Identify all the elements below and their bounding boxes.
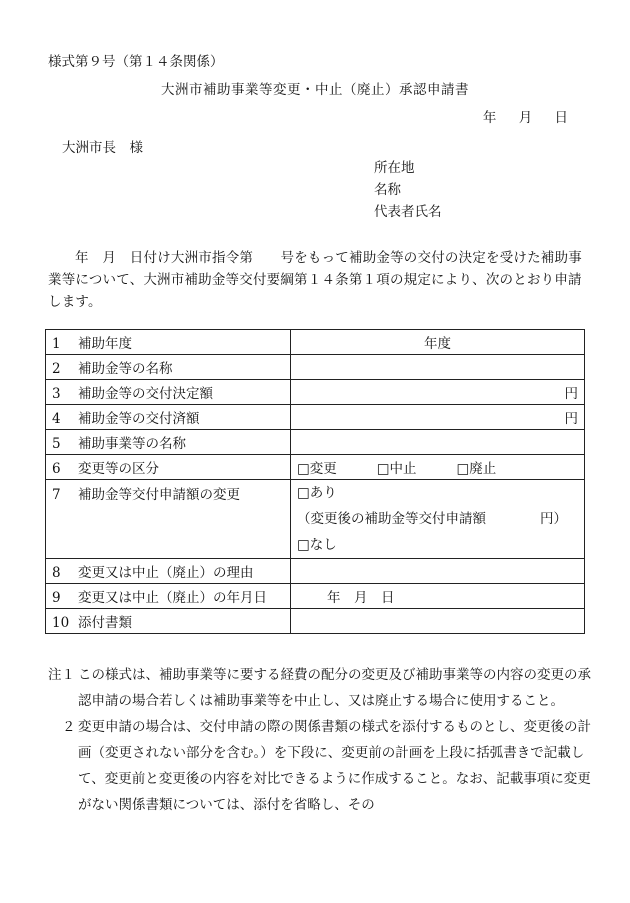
notes-section: [48, 662, 593, 818]
row-label: 10 添付書類: [46, 609, 291, 634]
fiscal-year-field[interactable]: 年度: [291, 330, 585, 355]
reason-field[interactable]: [291, 559, 585, 584]
note-1-mark: 注１: [48, 667, 75, 683]
date-day-label: 日: [554, 110, 568, 126]
abolish-checkbox[interactable]: □廃止: [456, 461, 497, 477]
amount-change-field: [291, 480, 585, 559]
document-title: 大洲市補助事業等変更・中止（廃止）承認申請書: [161, 82, 469, 98]
application-date: [469, 106, 568, 126]
amount-change-no-checkbox[interactable]: □なし: [297, 537, 337, 553]
table-row: [46, 559, 585, 584]
row-label: 7 補助金等交付申請額の変更: [46, 480, 291, 559]
suspend-checkbox[interactable]: □中止: [376, 461, 417, 477]
attachments-field[interactable]: [291, 609, 585, 634]
applicant-block: [374, 157, 442, 223]
application-table: [45, 329, 585, 634]
note-1-text: この様式は、補助事業等に要する経費の配分の変更及び補助事業等の内容の変更の承認申請の場合若しくは補助事業等を中止し、又は廃止する場合に使用すること。: [78, 667, 591, 709]
row-label: 1 補助年度: [46, 330, 291, 355]
table-row: [46, 609, 585, 634]
amount-change-yes-checkbox[interactable]: □あり: [297, 485, 337, 501]
change-type-options: [291, 455, 585, 480]
subsidy-name-field[interactable]: [291, 355, 585, 380]
change-checkbox[interactable]: □変更: [297, 461, 337, 477]
name-label: 名称: [374, 182, 401, 198]
table-row: [46, 480, 585, 559]
table-row: [46, 355, 585, 380]
table-row: [46, 584, 585, 609]
table-row: [46, 405, 585, 430]
addressee: 大洲市長 様: [62, 140, 143, 156]
project-name-field[interactable]: [291, 430, 585, 455]
row-label: 2 補助金等の名称: [46, 355, 291, 380]
table-row: [46, 330, 585, 355]
table-row: [46, 455, 585, 480]
application-statement: 年 月 日付け大洲市指令第 号をもって補助金等の交付の決定を受けた補助事業等について、大洲市補助金等交付要綱第１４条第１項の規定により、次のとおり申請します。: [48, 250, 582, 310]
date-year-label: 年: [482, 110, 497, 126]
change-date-field[interactable]: 年 月 日: [291, 584, 585, 609]
representative-label: 代表者氏名: [374, 204, 442, 220]
paid-amount-field[interactable]: 円: [291, 405, 585, 430]
changed-amount-note[interactable]: （変更後の補助金等交付申請額 円）: [297, 511, 567, 527]
note-2-mark: ２: [62, 719, 76, 735]
row-label: 9 変更又は中止（廃止）の年月日: [46, 584, 291, 609]
row-label: 3 補助金等の交付決定額: [46, 380, 291, 405]
note-1: [48, 662, 593, 714]
address-label: 所在地: [374, 160, 415, 176]
date-month-label: 月: [518, 110, 533, 126]
row-label: 8 変更又は中止（廃止）の理由: [46, 559, 291, 584]
row-label: 5 補助事業等の名称: [46, 430, 291, 455]
table-row: [46, 380, 585, 405]
row-label: 4 補助金等の交付済額: [46, 405, 291, 430]
note-2: [48, 714, 593, 818]
row-label: 6 変更等の区分: [46, 455, 291, 480]
note-2-text: 変更申請の場合は、交付申請の際の関係書類の様式を添付するものとし、変更後の計画（変更されない部分を含む。）を下段に、変更前の計画を上段に括弧書きで記載して、変更前と変更後の内容を対比できるように作成すること。なお、記載事項に変更がない関係書類については、添付を省略し、その: [78, 719, 591, 813]
form-number: 様式第９号（第１４条関係）: [48, 54, 224, 70]
decided-amount-field[interactable]: 円: [291, 380, 585, 405]
table-row: [46, 430, 585, 455]
